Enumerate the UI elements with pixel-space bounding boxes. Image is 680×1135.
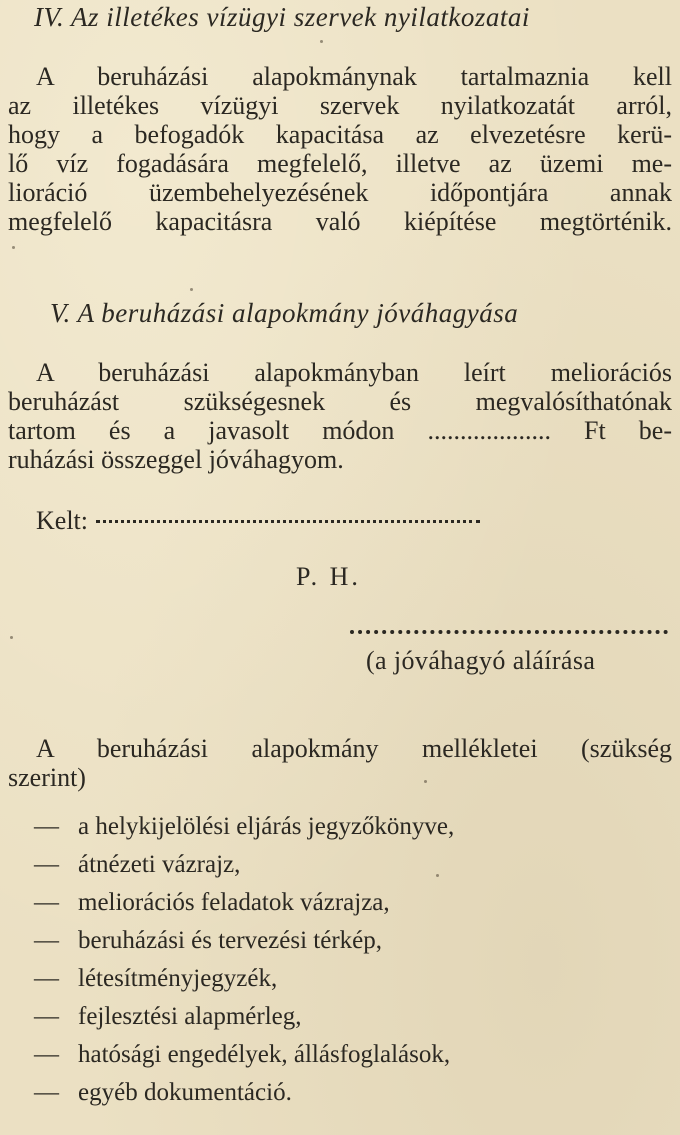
annex-intro xyxy=(8,734,672,792)
section-5-heading: V. A beruházási alapokmány jóváhagyása xyxy=(50,298,519,328)
list-item xyxy=(34,960,454,998)
list-item xyxy=(34,1074,454,1112)
paragraph-line: szerint) xyxy=(8,763,86,792)
dash-bullet: — xyxy=(34,1003,59,1030)
list-item-text: létesítményjegyzék, xyxy=(78,965,278,992)
signature-dotted-line xyxy=(350,630,668,634)
date-label: Kelt: xyxy=(36,506,88,535)
list-item xyxy=(34,922,454,960)
dash-bullet: — xyxy=(34,1079,59,1106)
list-item-text: fejlesztési alapmérleg, xyxy=(78,1003,302,1030)
paragraph-line: tartom és a javasolt módon ................... Ft be- xyxy=(8,416,672,445)
stamp-placeholder: P. H. xyxy=(296,562,361,591)
date-dotted-line xyxy=(96,520,480,523)
paragraph-line: beruházást szükségesnek és megvalósíthatónak xyxy=(8,387,672,416)
list-item xyxy=(34,884,454,922)
paper-speck xyxy=(10,636,13,639)
list-item-text: egyéb dokumentáció. xyxy=(78,1079,292,1106)
dash-bullet: — xyxy=(34,965,59,992)
list-item-text: átnézeti vázrajz, xyxy=(78,851,241,878)
list-item xyxy=(34,846,454,884)
paragraph-line: az illetékes vízügyi szervek nyilatkozatát arról, xyxy=(8,91,672,120)
section-4-paragraph xyxy=(8,62,672,236)
paragraph-line: lő víz fogadására megfelelő, illetve az üzemi me- xyxy=(8,149,672,178)
list-item-text: meliorációs feladatok vázrajza, xyxy=(78,889,390,916)
paragraph-line: hogy a befogadók kapacitása az elvezetésre kerü- xyxy=(8,120,672,149)
paper-speck xyxy=(424,780,427,783)
paragraph-line: A beruházási alapokmány mellékletei (szükség xyxy=(36,734,672,763)
list-item xyxy=(34,1036,454,1074)
section-4-heading: IV. Az illetékes vízügyi szervek nyilatkozatai xyxy=(34,2,530,32)
annex-list xyxy=(34,808,454,1112)
dash-bullet: — xyxy=(34,813,59,840)
dash-bullet: — xyxy=(34,927,59,954)
dash-bullet: — xyxy=(34,851,59,878)
list-item-text: beruházási és tervezési térkép, xyxy=(78,927,383,954)
list-item-text: a helykijelölési eljárás jegyzőkönyve, xyxy=(78,813,455,840)
paper-speck xyxy=(436,874,439,877)
paper-speck xyxy=(12,246,15,249)
section-5-paragraph xyxy=(8,358,672,474)
paragraph-line: ruházási összeggel jóváhagyom. xyxy=(8,445,344,474)
paragraph-line: megfelelő kapacitásra való kiépítése megtörténik. xyxy=(8,207,672,236)
date-field xyxy=(36,506,480,536)
paper-speck xyxy=(190,288,193,291)
list-item-text: hatósági engedélyek, állásfoglalások, xyxy=(78,1041,451,1068)
dash-bullet: — xyxy=(34,889,59,916)
dash-bullet: — xyxy=(34,1041,59,1068)
list-item xyxy=(34,998,454,1036)
signature-caption: (a jóváhagyó aláírása xyxy=(366,646,596,675)
paragraph-line: A beruházási alapokmányban leírt meliorációs xyxy=(36,358,672,387)
paper-speck xyxy=(320,40,323,43)
paragraph-line: lioráció üzembehelyezésének időpontjára annak xyxy=(8,178,672,207)
list-item xyxy=(34,808,454,846)
paragraph-line: A beruházási alapokmánynak tartalmaznia kell xyxy=(36,62,672,91)
